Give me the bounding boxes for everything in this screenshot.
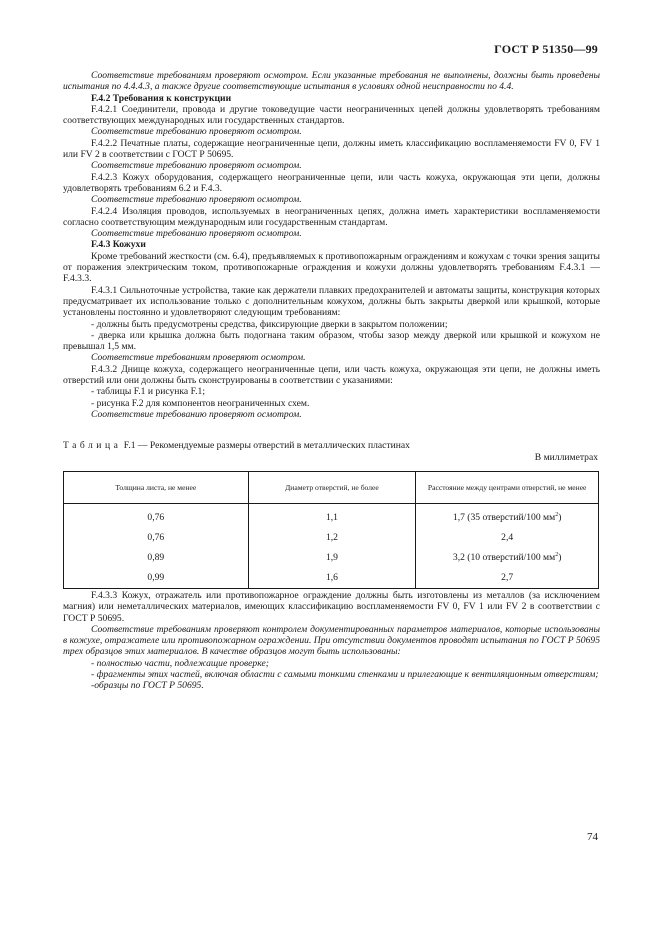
cell-text: 2,4: [501, 531, 514, 543]
table-cell: [416, 504, 599, 528]
paragraph: Соответствие требованию проверяют осмотром.: [91, 228, 302, 240]
table-unit: В миллиметрах: [534, 452, 598, 463]
paragraph: F.4.3.1 Сильноточные устройства, такие как держатели плавких предохранителей и автоматы защиты, конструкция которых предусматривает их использование только с дополнительным кожухом, должны быть закрыты дверкой или крышкой, которые установлены постоянно и удовлетворяют следующим требованиям:: [63, 284, 600, 319]
paragraph: Соответствие требованию проверяют осмотром.: [91, 408, 302, 420]
paragraph: Кроме требований жесткости (см. 6.4), предъявляемых к противопожарным ограждениям и кожухам с точки зрения защиты от поражения электрическим током, противопожарные ограждения и кожухи должны удовлетворять требованиям F.4.3.1 — F.4.3.3.: [63, 250, 600, 285]
table-row: [64, 548, 599, 568]
main-text: [63, 70, 600, 420]
paragraph: F.4.3 Кожухи: [91, 239, 146, 251]
page-number: 74: [587, 831, 598, 843]
paragraph: F.4.2 Требования к конструкции: [91, 92, 232, 104]
paragraph: -образцы по ГОСТ Р 50695.: [91, 680, 204, 692]
paragraph: - дверка или крышка должна быть подогнана таким образом, чтобы зазор между дверкой или крышкой и кожухом не превышал 1,5 мм.: [63, 329, 600, 353]
cell-text: 1,7 (35 отверстий/100 мм: [452, 511, 556, 523]
column-header: Толщина листа, не менее: [64, 472, 249, 504]
table-cell: 1,9: [248, 548, 416, 568]
cell-text: ): [558, 552, 562, 564]
paragraph: - фрагменты этих частей, включая области с самыми тонкими стенками и прилегающие к вентиляционным отверстиям;: [91, 669, 599, 681]
cell-text: ): [558, 511, 562, 523]
table-cell: 1,1: [248, 504, 416, 528]
paragraph: F.4.2.3 Кожух оборудования, содержащего неограниченные цепи, или часть кожуха, окружающая эти цепи, должны удовлетворять требованиям 6.2 и F.4.3.: [63, 171, 600, 194]
table-cell: [416, 548, 599, 568]
main-text-continued: [63, 590, 600, 692]
paragraph: Соответствие требованию проверяют осмотром.: [91, 126, 302, 138]
superscript: 2: [555, 511, 559, 518]
paragraph: F.4.3.3 Кожух, отражатель или противопожарное ограждение должны быть изготовлены из металлов (за исключением магния) или неметаллических материалов, имеющих классификацию воспламеняемости FV 0, FV 1 или FV 2 в соответствии с ГОСТ Р 50695.: [63, 590, 600, 624]
table-cell: 0,76: [64, 504, 249, 528]
paragraph: F.4.2.1 Соединители, провода и другие токоведущие части неограниченных цепей должны удовлетворять требованиям соответствующих международных или государственных стандартов.: [63, 103, 600, 127]
paragraph: - полностью части, подлежащие проверке;: [91, 657, 269, 669]
table-cell: 0,89: [64, 548, 249, 568]
table-cell: 1,6: [248, 568, 416, 589]
table-row: [64, 527, 599, 547]
paragraph: Соответствие требованиям проверяют осмотром.: [91, 352, 306, 364]
table-row: [64, 504, 599, 528]
superscript: 2: [555, 551, 559, 558]
table-cell: 0,76: [64, 527, 249, 547]
document-header: ГОСТ Р 51350—99: [494, 42, 598, 56]
table-caption-text: F.1 — Рекомендуемые размеры отверстий в металлических пластинах: [123, 440, 410, 451]
table-header-row: [64, 472, 599, 504]
table-cell: 0,99: [64, 568, 249, 589]
paragraph: - рисунка F.2 для компонентов неограниченных схем.: [91, 397, 310, 409]
paragraph: Соответствие требованию проверяют осмотром.: [91, 160, 302, 172]
column-header: Расстояние между центрами отверстий, не менее: [416, 472, 599, 504]
cell-text: 3,2 (10 отверстий/100 мм: [452, 552, 556, 564]
paragraph: - таблицы F.1 и рисунка F.1;: [91, 386, 205, 398]
paragraph: F.4.2.2 Печатные платы, содержащие неограниченные цепи, должны иметь классификацию воспламеняемости FV 0, FV 1 или FV 2 в соответствии с ГОСТ Р 50695.: [63, 137, 600, 161]
paragraph: Соответствие требованиям проверяют контролем документированных параметров материалов, которые использованы в кожухе, отражателе или противопожарном ограждении. При отсутствии документов проводят испытания по ГОСТ Р 50695 трех образцов этих материалов. В качестве образцов могут быть использованы:: [63, 623, 600, 658]
holes-table: [63, 471, 599, 589]
paragraph: Соответствие требованию проверяют осмотром.: [91, 194, 302, 206]
table-caption: [63, 440, 600, 451]
paragraph: F.4.2.4 Изоляция проводов, используемых в неограниченных цепях, должна иметь характеристики воспламеняемости согласно соответствующим международным или государственным стандартам.: [63, 205, 600, 228]
cell-text: 2,7: [501, 572, 514, 584]
table-cell: [416, 527, 599, 547]
table-row: [64, 568, 599, 589]
table-cell: 1,2: [248, 527, 416, 547]
paragraph: - должны быть предусмотрены средства, фиксирующие дверки в закрытом положении;: [91, 318, 448, 330]
table-caption-word: Таблица: [63, 440, 122, 451]
paragraph: F.4.3.2 Днище кожуха, содержащего неограниченные цепи, или часть кожуха, окружающая эти цепи, не должны иметь отверстий или они должны быть сконструированы в соответствии с указаниями:: [63, 363, 600, 387]
table-cell: [416, 568, 599, 589]
paragraph: Соответствие требованиям проверяют осмотром. Если указанные требования не выполнены, должны быть проведены испытания по 4.4.4.3, а также другие соответствующие испытания в условиях одной неисправности по 4.4.: [63, 70, 600, 93]
column-header: Диаметр отверстий, не более: [248, 472, 416, 504]
